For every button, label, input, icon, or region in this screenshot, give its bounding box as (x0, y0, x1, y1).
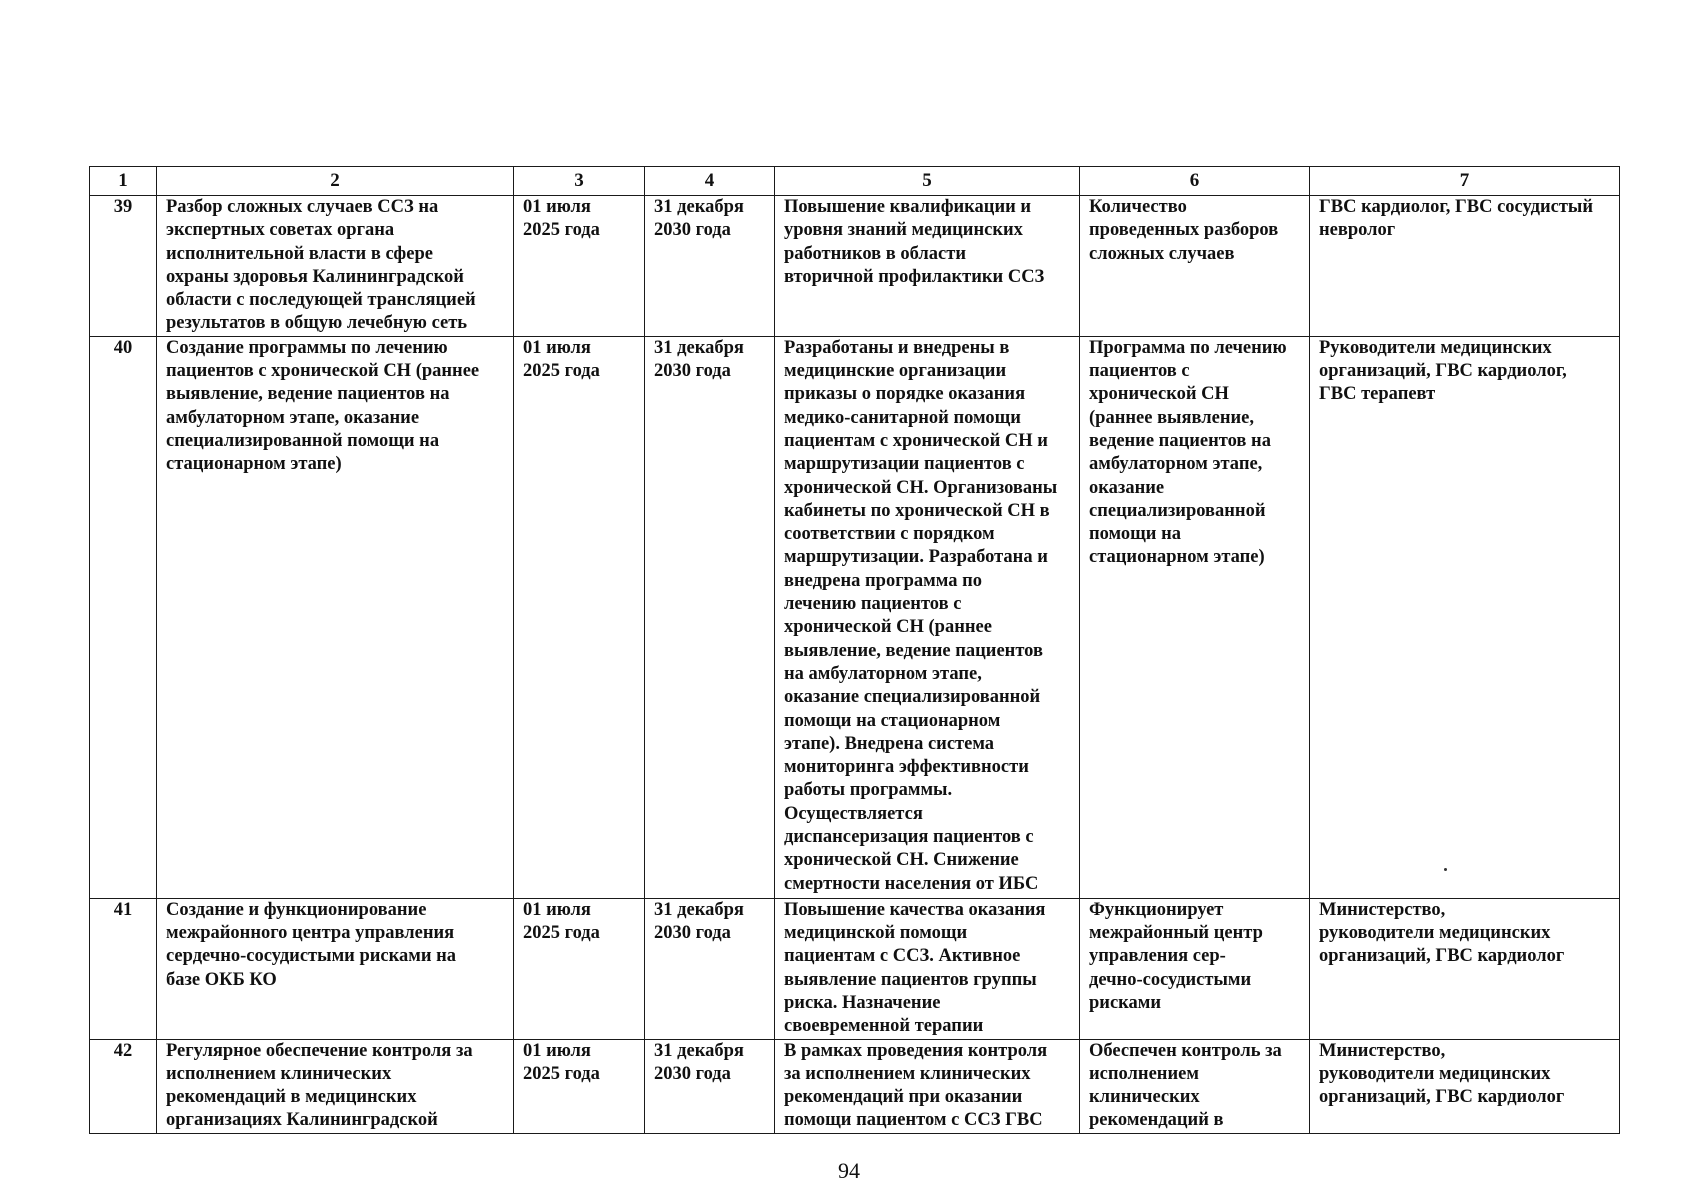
table-row (90, 196, 1620, 337)
table-row (90, 336, 1620, 898)
result-cell: Повышение квалификации и уровня знаний медицинских работников в области вторичной профилактики ССЗ (775, 196, 1080, 337)
indicator-cell: Функционирует межрайонный центр управления сер- дечно-сосудистыми рисками (1080, 898, 1310, 1039)
start-date-cell: 01 июля 2025 года (514, 196, 645, 337)
page-number: 94 (838, 1158, 860, 1183)
end-date-cell: 31 декабря 2030 года (645, 1039, 775, 1133)
result-cell: В рамках проведения контроля за исполнением клинических рекомендаций при оказании помощи пациентом с ССЗ ГВС (775, 1039, 1080, 1133)
result-cell: Повышение качества оказания медицинской помощи пациентам с ССЗ. Активное выявление пациентов группы риска. Назначение своевременной терапии (775, 898, 1080, 1039)
column-header-7: 7 (1310, 167, 1620, 196)
column-header-2: 2 (157, 167, 514, 196)
responsible-cell: Руководители медицинских организаций, ГВС кардиолог, ГВС терапевт (1310, 336, 1620, 898)
start-date-cell: 01 июля 2025 года (514, 898, 645, 1039)
table-row (90, 1039, 1620, 1133)
start-date-cell: 01 июля 2025 года (514, 1039, 645, 1133)
indicator-cell: Программа по лечению пациентов с хронической СН (раннее выявление, ведение пациентов на амбулаторном этапе, оказание специализированной помощи на стационарном этапе) (1080, 336, 1310, 898)
row-number: 39 (90, 196, 157, 337)
row-number: 42 (90, 1039, 157, 1133)
column-header-6: 6 (1080, 167, 1310, 196)
event-cell: Создание и функционирование межрайонного центра управления сердечно-сосудистыми рисками на базе ОКБ КО (157, 898, 514, 1039)
scan-speck (1444, 868, 1447, 871)
measures-table (89, 166, 1620, 1134)
responsible-cell: Министерство, руководители медицинских организаций, ГВС кардиолог (1310, 898, 1620, 1039)
result-cell: Разработаны и внедрены в медицинские организации приказы о порядке оказания медико-санитарной помощи пациентам с хронической СН и маршрутизации пациентов с хронической СН. Организованы кабинеты по хронической СН в соответствии с порядком маршрутизации. Разработана и внедрена программа по лечению пациентов с хронической СН (раннее выявление, ведение пациентов на амбулаторном этапе, оказание специализированной помощи на стационарном этапе). Внедрена система мониторинга эффективности работы программы. Осуществляется диспансеризация пациентов с хронической СН. Снижение смертности населения от ИБС (775, 336, 1080, 898)
responsible-cell: ГВС кардиолог, ГВС сосудистый невролог (1310, 196, 1620, 337)
column-header-4: 4 (645, 167, 775, 196)
indicator-cell: Количество проведенных разборов сложных случаев (1080, 196, 1310, 337)
indicator-cell: Обеспечен контроль за исполнением клинических рекомендаций в (1080, 1039, 1310, 1133)
column-header-5: 5 (775, 167, 1080, 196)
row-number: 40 (90, 336, 157, 898)
responsible-cell: Министерство, руководители медицинских организаций, ГВС кардиолог (1310, 1039, 1620, 1133)
row-number: 41 (90, 898, 157, 1039)
event-cell: Разбор сложных случаев ССЗ на экспертных советах органа исполнительной власти в сфере охраны здоровья Калининградской области с последующей трансляцией результатов в общую лечебную сеть (157, 196, 514, 337)
table-row (90, 898, 1620, 1039)
event-cell: Регулярное обеспечение контроля за исполнением клинических рекомендаций в медицинских организациях Калининградской (157, 1039, 514, 1133)
column-number-row (90, 167, 1620, 196)
end-date-cell: 31 декабря 2030 года (645, 196, 775, 337)
start-date-cell: 01 июля 2025 года (514, 336, 645, 898)
event-cell: Создание программы по лечению пациентов с хронической СН (раннее выявление, ведение пациентов на амбулаторном этапе, оказание специализированной помощи на стационарном этапе) (157, 336, 514, 898)
column-header-3: 3 (514, 167, 645, 196)
column-header-1: 1 (90, 167, 157, 196)
end-date-cell: 31 декабря 2030 года (645, 898, 775, 1039)
end-date-cell: 31 декабря 2030 года (645, 336, 775, 898)
